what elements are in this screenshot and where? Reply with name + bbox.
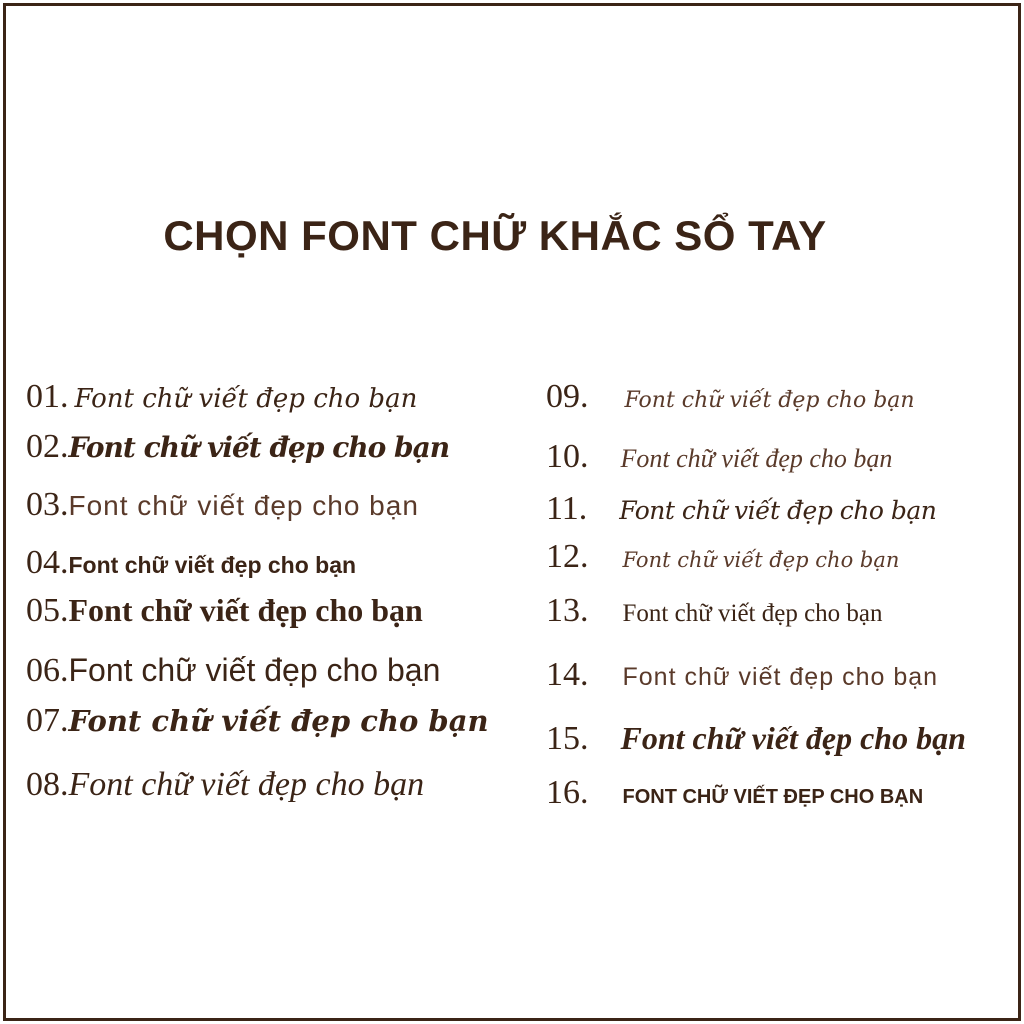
item-number: 03. xyxy=(26,486,69,523)
sample-text: Font chữ viết đẹp cho bạn xyxy=(74,384,418,414)
item-number: 04. xyxy=(26,544,69,581)
item-number: 01. xyxy=(26,378,69,415)
sample-text: Font chữ viết đẹp cho bạn xyxy=(68,431,450,464)
sample-text: Font chữ viết đẹp cho bạn xyxy=(620,720,966,756)
font-sample-09 xyxy=(546,378,915,416)
font-sample-13 xyxy=(546,592,883,630)
font-sample-01 xyxy=(26,378,417,416)
sample-text: Font chữ viết đẹp cho bạn xyxy=(68,490,419,521)
font-sample-02 xyxy=(26,428,449,466)
font-sample-16 xyxy=(546,774,923,812)
item-number: 05. xyxy=(26,592,69,629)
font-sample-11 xyxy=(546,490,936,528)
font-sample-12 xyxy=(546,538,899,576)
item-number: 06. xyxy=(26,652,69,689)
item-number: 11. xyxy=(546,490,588,527)
sample-text: Font chữ viết đẹp cho bạn xyxy=(624,388,915,413)
item-number: 14. xyxy=(546,656,589,693)
font-sample-10 xyxy=(546,438,892,476)
sample-text: FONT CHỮ VIẾT ĐẸP CHO BẠN xyxy=(622,786,924,808)
item-number: 13. xyxy=(546,592,589,629)
sample-text: Font chữ viết đẹp cho bạn xyxy=(619,496,937,525)
item-number: 16. xyxy=(546,774,589,811)
sample-text: Font chữ viết đẹp cho bạn xyxy=(68,552,357,578)
item-number: 07. xyxy=(26,702,69,739)
page-title: CHỌN FONT CHỮ KHẮC SỔ TAY xyxy=(163,212,827,259)
font-sample-14 xyxy=(546,656,938,694)
sample-text: Font chữ viết đẹp cho bạn xyxy=(622,548,900,572)
font-sample-08 xyxy=(26,766,424,804)
sample-text: Font chữ viết đẹp cho bạn xyxy=(620,444,893,473)
sample-text: Font chữ viết đẹp cho bạn xyxy=(68,652,441,688)
sample-text: Font chữ viết đẹp cho bạn xyxy=(68,592,423,628)
item-number: 09. xyxy=(546,378,589,415)
font-sample-03 xyxy=(26,486,419,524)
sample-text: Font chữ viết đẹp cho bạn xyxy=(68,704,489,738)
font-sample-04 xyxy=(26,544,356,582)
item-number: 02. xyxy=(26,428,69,465)
item-number: 10. xyxy=(546,438,589,475)
sample-text: Font chữ viết đẹp cho bạn xyxy=(68,766,425,803)
font-sample-06 xyxy=(26,652,440,690)
font-sample-05 xyxy=(26,592,423,630)
item-number: 12. xyxy=(546,538,589,575)
sample-text: Font chữ viết đẹp cho bạn xyxy=(622,600,883,627)
sample-text: Font chữ viết đẹp cho bạn xyxy=(622,663,939,691)
font-sample-15 xyxy=(546,720,966,758)
item-number: 08. xyxy=(26,766,69,803)
font-sample-07 xyxy=(26,702,489,740)
item-number: 15. xyxy=(546,720,589,757)
